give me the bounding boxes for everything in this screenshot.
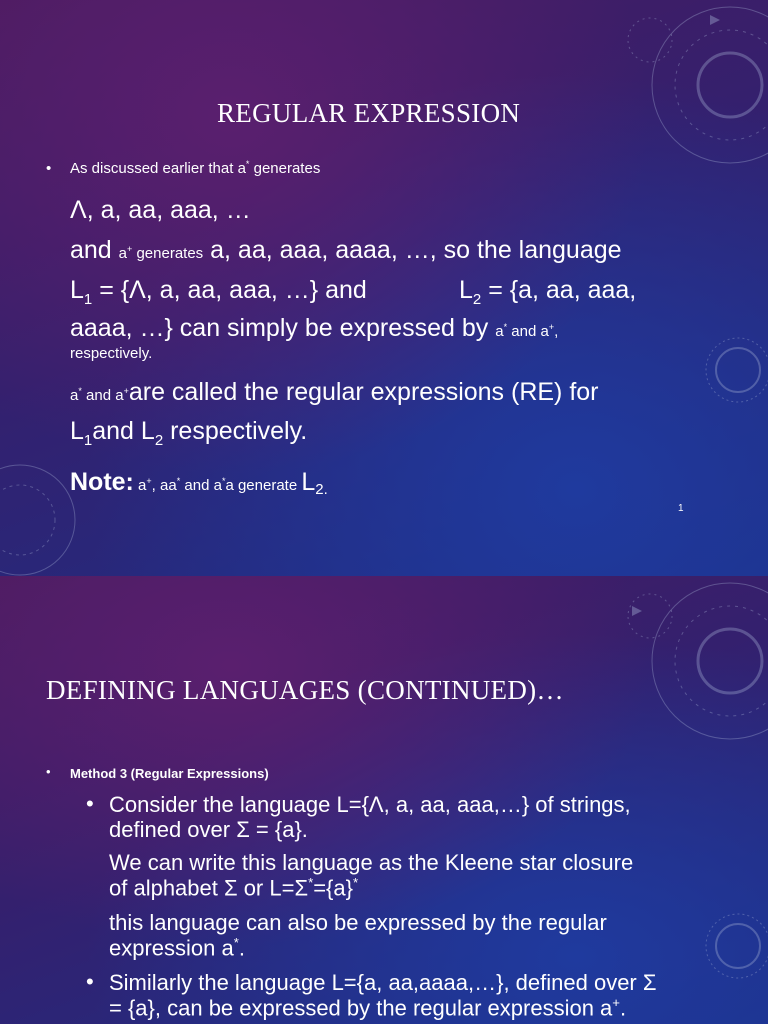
method-heading: Method 3 (Regular Expressions) [70, 766, 269, 781]
similarly-line-1: Similarly the language L={a, aa,aaaa,…}, defined over Σ [109, 970, 657, 995]
regular-expressions-line: a* and a+are called the regular expressions (RE) for [70, 378, 599, 406]
respectively-text: respectively. [70, 345, 153, 362]
intro-text: As discussed earlier that a* generates [70, 159, 321, 177]
l1-definition: $L_1 = \{\Lambda$, a, aa, aaa, …} and [70, 276, 367, 308]
bullet-dot: • [86, 791, 94, 816]
regex-line-2: expression a*. [109, 935, 246, 961]
a-star-strings: Λ, a, aa, aaa, … [70, 196, 251, 224]
page-number: 1 [678, 503, 684, 514]
bullet-dot: • [46, 764, 51, 779]
slide-1-title: REGULAR EXPRESSION [217, 98, 521, 128]
consider-line-2: defined over Σ = {a}. [109, 817, 308, 842]
slide-2 [0, 576, 768, 1024]
l2-definition: $L_2 = \{a$, aa, aaa, [459, 276, 637, 308]
similarly-line-2: = {a}, can be expressed by the regular expression a+. [109, 995, 627, 1021]
consider-line-1: Consider the language L={Λ, a, aa, aaa,…} of strings, [109, 792, 631, 817]
l1-l2-line: $L_1and$ $L_2$ respectively. [70, 417, 308, 449]
a-plus-line: and a+ generates a, aa, aaa, aaaa, …, so the language [70, 236, 622, 264]
note-line: Note: a+, aa* and a*a generate $L_{2.}$ [70, 468, 328, 499]
bullet-dot: • [86, 969, 94, 994]
slide-2-title: DEFINING LANGUAGES (CONTINUED)… [46, 675, 564, 705]
regex-line-1: this language can also be expressed by the regular [109, 910, 607, 935]
kleene-line-2: of alphabet Σ or L=Σ*={a}* [109, 875, 359, 901]
expressed-by-line: aaaa, …} can simply be expressed by a* and a+, [70, 314, 559, 342]
kleene-line-1: We can write this language as the Kleene star closure [109, 850, 634, 875]
bullet-dot: • [46, 160, 52, 177]
